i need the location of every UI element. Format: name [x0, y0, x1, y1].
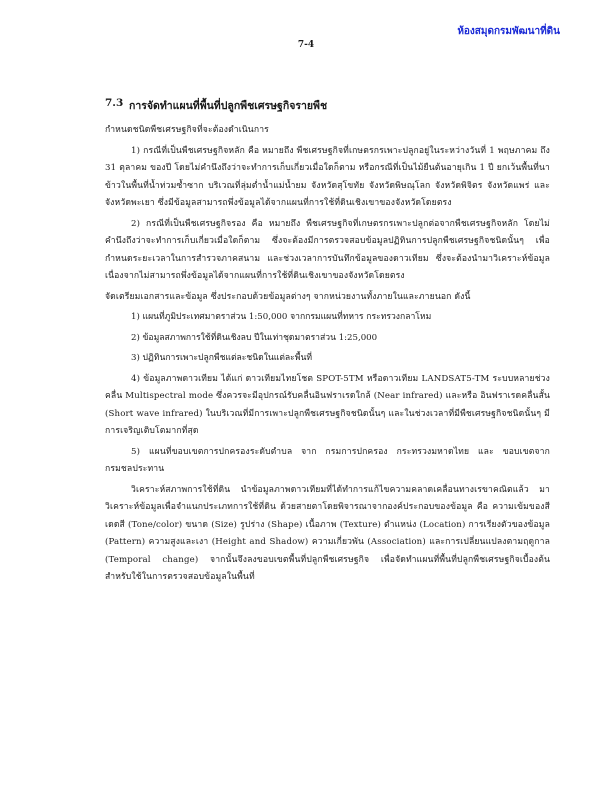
- section-title: การจัดทำแผนที่พื้นที่ปลูกพืชเศรษฐกิจรายพืช: [129, 100, 328, 112]
- section-body: [105, 97, 550, 590]
- list-item-satellite-data: 4) ข้อมูลภาพดาวเทียม ได้แก่ ดาวเทียมไทยโชต SPOT-5TM หรือดาวเทียม LANDSAT5-TM ระบบหลายช่วงคลื่น Multispectral mode ซึ่งควรจะมีอุปกรณ์รับคลื่นอินฟราเรดใกล้ (Near infrared) และหรือ อินฟราเรดคลื่นสั้น (Short wave infrared) ในบริเวณที่มีการเพาะปลูกพืชเศรษฐกิจชนิดนั้นๆ และในช่วงเวลาที่มีพืชเศรษฐกิจชนิดนั้นๆ มีการเจริญเติบโตมากที่สุด: [105, 373, 550, 436]
- list-item-boundary-map: 5) แผนที่ขอบเขตการปกครองระดับตำบล จาก กรมการปกครอง กระทรวงมหาดไทย และ ขอบเขตจากกรมชลประทาน: [105, 446, 550, 474]
- section-heading: [105, 97, 550, 114]
- library-stamp: ห้องสมุดกรมพัฒนาที่ดิน: [457, 26, 560, 37]
- paragraph-analysis: วิเคราะห์สภาพการใช้ที่ดิน นำข้อมูลภาพดาวเทียมที่ได้ทำการแก้ไขความคลาดเคลื่อนทางเรขาคณิตแล้ว มาวิเคราะห์ข้อมูลเพื่อจำแนกประเภทการใช้ที่ดิน ด้วยสายตาโดยพิจารณาจากองค์ประกอบของข้อมูล คือ ความเข้มของสีเดดสี (Tone/color) ขนาด (Size) รูปร่าง (Shape) เนื้อภาพ (Texture) ตำแหน่ง (Location) การเรียงตัวของข้อมูล (Pattern) ความสูงและเงา (Height and Shadow) ความเกี่ยวพัน (Association) และการเปลี่ยนแปลงตามฤดูกาล (Temporal change) จากนั้นจึงลงขอบเขตพื้นที่ปลูกพืชเศรษฐกิจ เพื่อจัดทำแผนที่พื้นที่ปลูกพืชเศรษฐกิจเบื้องต้น สำหรับใช้ในการตรวจสอบข้อมูลในพื้นที่: [105, 484, 550, 582]
- paragraph-prepare-data: จัดเตรียมเอกสารและข้อมูล ซึ่งประกอบด้วยข้อมูลต่างๆ จากหน่วยงานทั้งภายในและภายนอก ดังนี้: [105, 291, 471, 302]
- page-number: 7-4: [297, 40, 315, 50]
- paragraph-main-crop: 1) กรณีที่เป็นพืชเศรษฐกิจหลัก คือ หมายถึง พืชเศรษฐกิจที่เกษตรกรเพาะปลูกอยู่ในระหว่างวันที่ 1 พฤษภาคม ถึง 31 ตุลาคม ของปี โดยไม่คำนึงถึงว่าจะทำการเก็บเกี่ยวเมื่อใดก็ตาม หรือกรณีที่เป็นไม้ยืนต้นอายุเกิน 1 ปี ยกเว้นพื้นที่นาข้าวในพื้นที่น้ำท่วมซ้ำซาก บริเวณที่ลุ่มต่ำน้ำแม่น้ำยม จังหวัดสุโขทัย จังหวัดพิษณุโลก จังหวัดพิจิตร จังหวัดแพร่ และ จังหวัดพะเยา ซึ่งมีข้อมูลสามารถพึ่งข้อมูลได้จากแผนที่การใช้ที่ดินเชิงเขาของจังหวัดโดยตรง: [105, 145, 550, 208]
- section-number: 7.3: [105, 97, 124, 109]
- list-item-landuse-data: 2) ข้อมูลสภาพการใช้ที่ดินเชิงลบ ปีในเท่าชุดมาตราส่วน 1:25,000: [131, 332, 378, 343]
- list-item-topo-map: 1) แผนที่ภูมิประเทศมาตราส่วน 1:50,000 จากกรมแผนที่ทหาร กระทรวงกลาโหม: [131, 312, 432, 322]
- intro-paragraph: กำหนดชนิดพืชเศรษฐกิจที่จะต้องดำเนินการ: [105, 125, 269, 135]
- list-item-crop-calendar: 3) ปฏิทินการเพาะปลูกพืชแต่ละชนิดในแต่ละพื้นที่: [131, 353, 312, 363]
- paragraph-secondary-crop: 2) กรณีที่เป็นพืชเศรษฐกิจรอง คือ หมายถึง พืชเศรษฐกิจที่เกษตรกรเพาะปลูกต่อจากพืชเศรษฐกิจหลัก โดยไม่คำนึงถึงว่าจะทำการเก็บเกี่ยวเมื่อใดก็ตาม ซึ่งจะต้องมีการตรวจสอบข้อมูลปฏิทินการปลูกพืชเศรษฐกิจชนิดนั้นๆ เพื่อกำหนดระยะเวลาในการสำรวจภาคสนาม และช่วงเวลาการบันทึกข้อมูลของดาวเทียม ซึ่งจะต้องนำมาวิเคราะห์ข้อมูล เนื่องจากไม่สามารถพึ่งข้อมูลได้จากแผนที่การใช้ที่ดินเชิงเขาของจังหวัดโดยตรง: [105, 218, 550, 281]
